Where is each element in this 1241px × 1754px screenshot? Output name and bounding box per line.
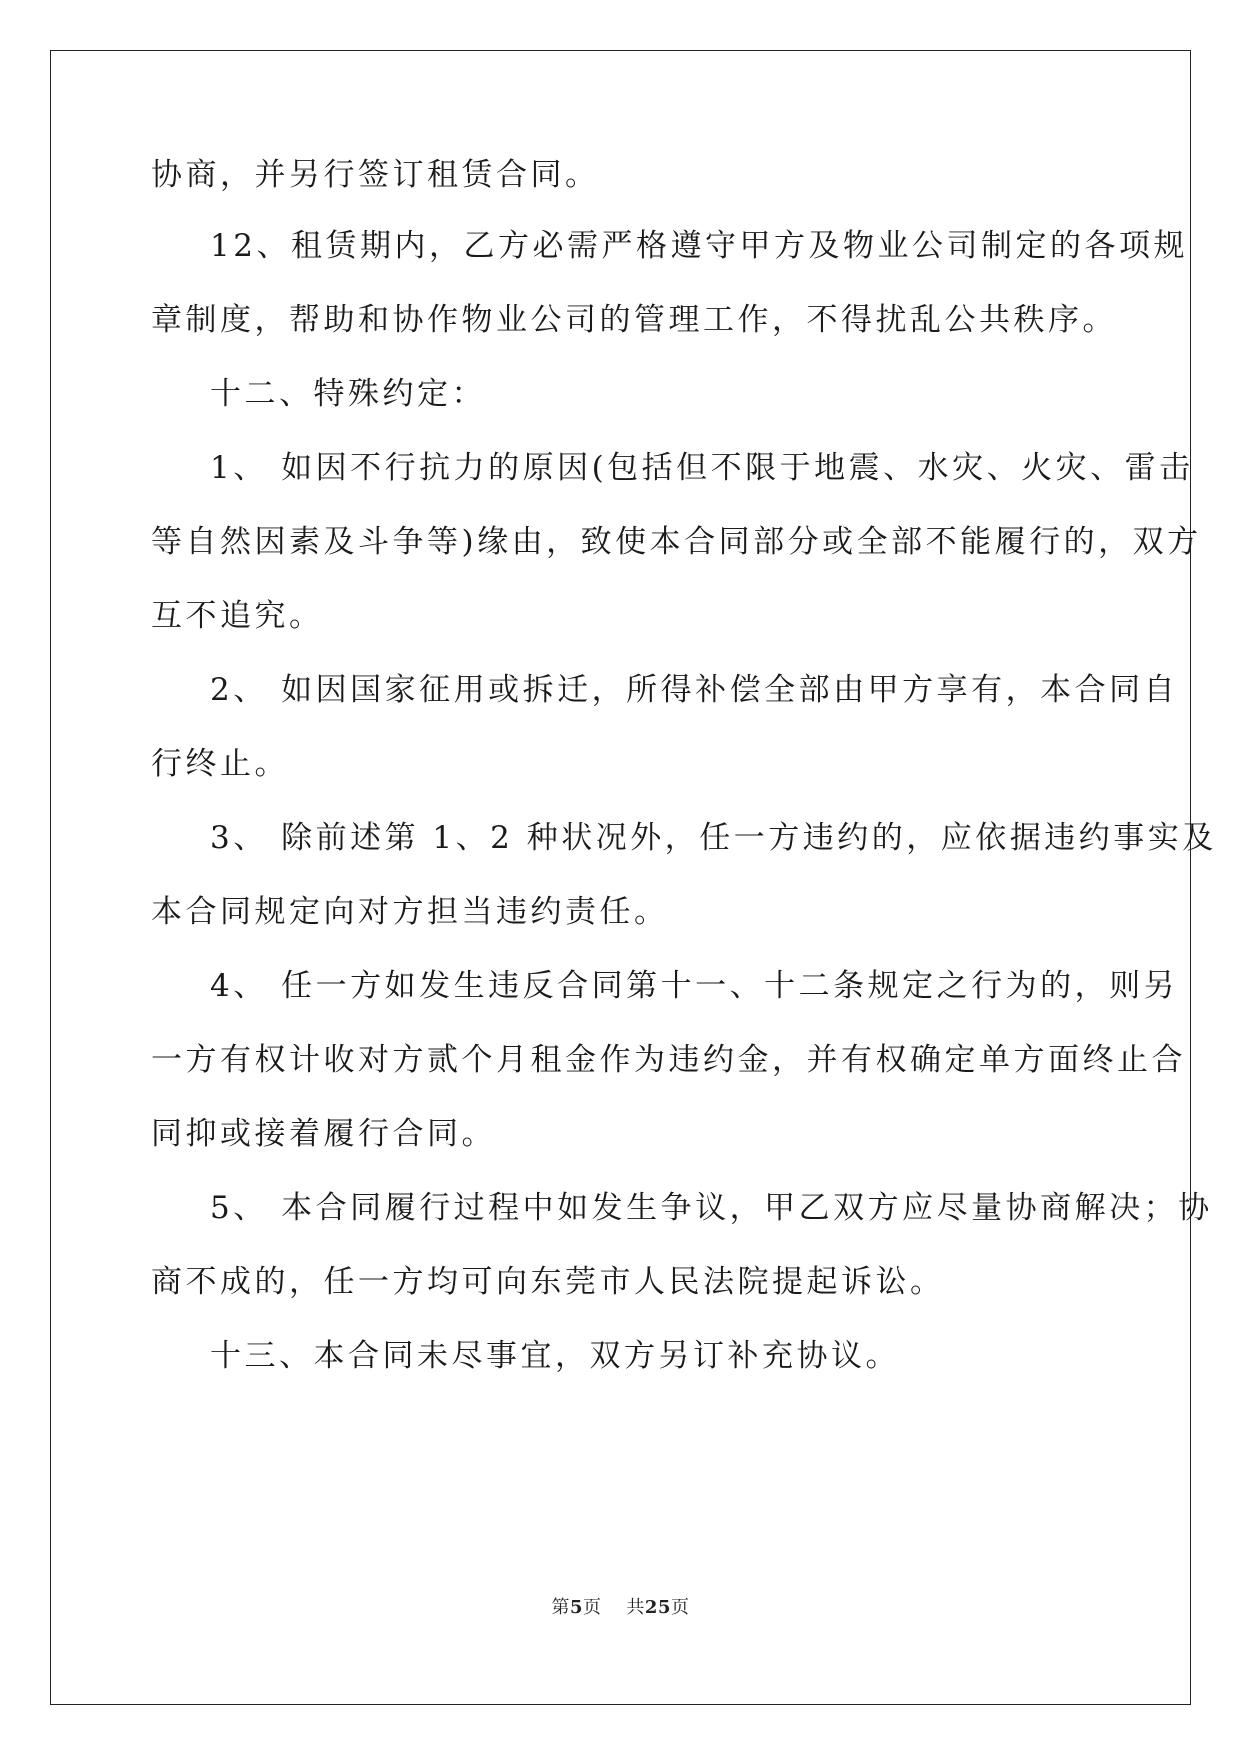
total-suffix: 页 [670, 1597, 690, 1618]
text-line: 一方有权计收对方贰个月租金作为违约金，并有权确定单方面终止合 [151, 1042, 1186, 1078]
section-heading: 十二、特殊约定： [210, 376, 486, 412]
page-footer [0, 1596, 1241, 1620]
page-prefix: 第 [551, 1597, 570, 1618]
total-pages: 25 [644, 1597, 671, 1618]
text-line: 4、 任一方如发生违反合同第十一、十二条规定之行为的，则另 [210, 968, 1179, 1004]
text-line: 章制度，帮助和协作物业公司的管理工作，不得扰乱公共秩序。 [151, 302, 1117, 338]
text-line: 同抑或接着履行合同。 [151, 1116, 496, 1152]
page-border [50, 50, 1191, 1705]
section-heading: 十三、本合同未尽事宜，双方另订补充协议。 [210, 1338, 900, 1374]
text-line: 商不成的，任一方均可向东莞市人民法院提起诉讼。 [151, 1264, 945, 1300]
text-line: 本合同规定向对方担当违约责任。 [151, 894, 669, 930]
text-line: 协商，并另行签订租赁合同。 [151, 157, 600, 193]
text-line: 12、租赁期内，乙方必需严格遵守甲方及物业公司制定的各项规 [210, 228, 1188, 264]
text-line: 互不追究。 [151, 598, 324, 634]
text-line: 1、 如因不行抗力的原因(包括但不限于地震、水灾、火灾、雷击 [210, 450, 1194, 486]
page-number: 5 [570, 1597, 584, 1618]
text-line: 5、 本合同履行过程中如发生争议，甲乙双方应尽量协商解决；协 [210, 1190, 1213, 1226]
text-line: 等自然因素及斗争等)缘由，致使本合同部分或全部不能履行的，双方 [151, 524, 1202, 560]
text-line: 2、 如因国家征用或拆迁，所得补偿全部由甲方享有，本合同自 [210, 672, 1179, 708]
total-prefix: 共 [626, 1597, 645, 1618]
text-line: 3、 除前述第 1、2 种状况外，任一方违约的，应依据违约事实及 [210, 820, 1217, 856]
text-line: 行终止。 [151, 746, 289, 782]
page-suffix: 页 [583, 1597, 602, 1618]
